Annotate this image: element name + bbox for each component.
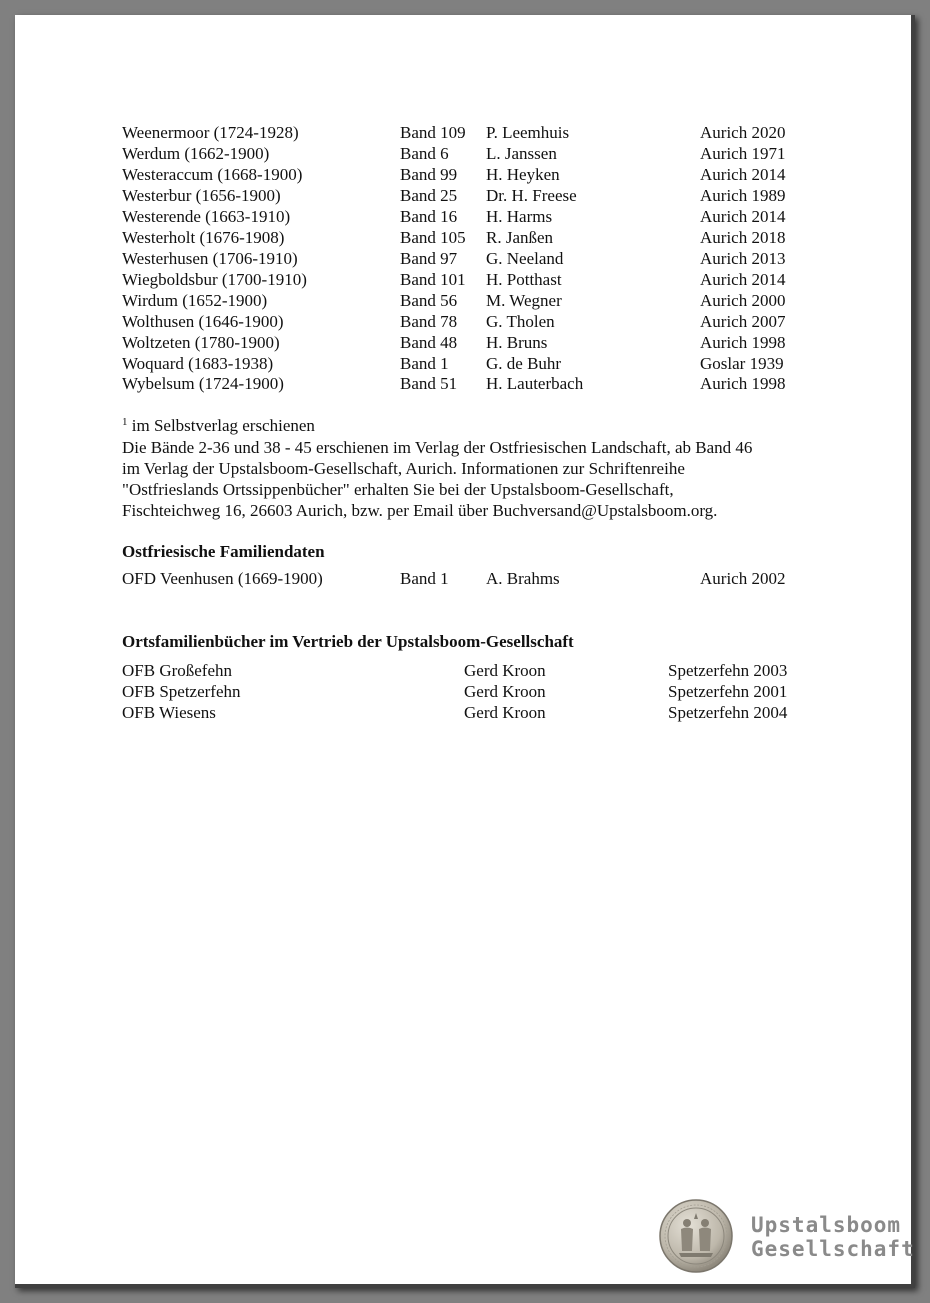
entry-band: Band 16 <box>400 207 458 226</box>
entry-band: Band 51 <box>400 374 458 393</box>
entry-place: Westerholt (1676-1908) <box>122 228 285 247</box>
entry-publication: Aurich 2020 <box>700 123 786 142</box>
publisher-note-line: im Verlag der Upstalsboom-Gesellschaft, Aurich. Informationen zur Schriftenreihe <box>122 459 685 478</box>
logo-wordmark <box>751 1213 915 1261</box>
ofb-entry <box>122 702 822 723</box>
list-item <box>122 227 822 248</box>
list-item <box>122 353 822 374</box>
ofb-heading: Ortsfamilienbücher im Vertrieb der Upstalsboom-Gesellschaft <box>122 632 574 651</box>
publisher-note <box>122 437 822 521</box>
entry-author: R. Janßen <box>486 228 554 247</box>
entry-band: Band 78 <box>400 312 458 331</box>
entry-place: Wirdum (1652-1900) <box>122 291 268 310</box>
entry-band: Band 99 <box>400 165 458 184</box>
logo-line: Upstalsboom <box>751 1213 902 1237</box>
entry-author: A. Brahms <box>486 569 560 588</box>
entry-publication: Aurich 1998 <box>700 333 786 352</box>
entry-place: Wybelsum (1724-1900) <box>122 374 284 393</box>
entry-place: OFB Großefehn <box>122 661 233 680</box>
entry-author: Dr. H. Freese <box>486 186 577 205</box>
entry-publication: Aurich 2007 <box>700 312 786 331</box>
publisher-note-line: Die Bände 2-36 und 38 - 45 erschienen im Verlag der Ostfriesischen Landschaft, ab Band 46 <box>122 438 753 457</box>
entry-publication: Spetzerfehn 2001 <box>668 682 788 701</box>
entry-place: Westerhusen (1706-1910) <box>122 249 298 268</box>
entry-author: H. Potthast <box>486 270 562 289</box>
list-item <box>122 290 822 311</box>
entry-band: Band 1 <box>400 569 449 588</box>
entry-author: L. Janssen <box>486 144 557 163</box>
footnote-marker: 1 <box>122 416 128 428</box>
entry-publication: Goslar 1939 <box>700 354 784 373</box>
seal-icon <box>659 1199 733 1273</box>
entry-publication: Aurich 2013 <box>700 249 786 268</box>
entry-publication: Aurich 1998 <box>700 374 786 393</box>
entry-author: Gerd Kroon <box>464 703 546 722</box>
list-item <box>122 164 822 185</box>
entry-place: Weenermoor (1724-1928) <box>122 123 299 142</box>
entry-publication: Spetzerfehn 2003 <box>668 661 788 680</box>
logo-line: Gesellschaft <box>751 1237 915 1261</box>
ofd-heading: Ostfriesische Familiendaten <box>122 542 325 561</box>
entry-publication: Aurich 2014 <box>700 270 786 289</box>
entry-place: Wiegboldsbur (1700-1910) <box>122 270 307 289</box>
publisher-note-line: Fischteichweg 16, 26603 Aurich, bzw. per Email über Buchversand@Upstalsboom.org. <box>122 501 718 520</box>
entry-place: OFB Wiesens <box>122 703 216 722</box>
entry-place: Westerende (1663-1910) <box>122 207 291 226</box>
entry-publication: Aurich 1971 <box>700 144 786 163</box>
entry-publication: Aurich 2002 <box>700 569 786 588</box>
upstalsboom-logo <box>659 1199 915 1273</box>
entry-author: Gerd Kroon <box>464 682 546 701</box>
list-item <box>122 373 822 394</box>
ofb-entry <box>122 660 822 681</box>
entry-band: Band 105 <box>400 228 466 247</box>
list-item <box>122 185 822 206</box>
entry-publication: Aurich 2014 <box>700 165 786 184</box>
list-item <box>122 332 822 353</box>
entry-band: Band 97 <box>400 249 458 268</box>
entry-place: OFD Veenhusen (1669-1900) <box>122 569 323 588</box>
entry-band: Band 1 <box>400 354 449 373</box>
entry-place: Westerbur (1656-1900) <box>122 186 281 205</box>
entry-publication: Aurich 2000 <box>700 291 786 310</box>
entry-band: Band 25 <box>400 186 458 205</box>
entry-author: G. Tholen <box>486 312 555 331</box>
ofb-entry <box>122 681 822 702</box>
list-item <box>122 269 822 290</box>
entry-place: Wolthusen (1646-1900) <box>122 312 284 331</box>
footnote-text: im Selbstverlag erschienen <box>127 416 315 435</box>
document-page <box>15 15 915 1288</box>
entry-publication: Aurich 2014 <box>700 207 786 226</box>
entry-band: Band 109 <box>400 123 466 142</box>
entry-band: Band 48 <box>400 333 458 352</box>
entry-band: Band 101 <box>400 270 466 289</box>
publisher-note-line: "Ostfrieslands Ortssippenbücher" erhalten Sie bei der Upstalsboom-Gesellschaft, <box>122 480 674 499</box>
list-item <box>122 206 822 227</box>
entry-author: M. Wegner <box>486 291 562 310</box>
entry-author: G. Neeland <box>486 249 564 268</box>
entry-place: Woquard (1683-1938) <box>122 354 274 373</box>
entry-author: H. Bruns <box>486 333 548 352</box>
list-item <box>122 143 822 164</box>
ofd-entry <box>122 568 822 589</box>
list-item <box>122 311 822 332</box>
entry-publication: Aurich 1989 <box>700 186 786 205</box>
list-item <box>122 248 822 269</box>
entry-publication: Spetzerfehn 2004 <box>668 703 788 722</box>
entry-author: G. de Buhr <box>486 354 562 373</box>
entry-place: Werdum (1662-1900) <box>122 144 270 163</box>
entry-author: H. Harms <box>486 207 553 226</box>
entry-author: Gerd Kroon <box>464 661 546 680</box>
entry-band: Band 56 <box>400 291 458 310</box>
entry-place: OFB Spetzerfehn <box>122 682 241 701</box>
footnote <box>122 415 822 521</box>
entry-band: Band 6 <box>400 144 449 163</box>
entry-place: Westeraccum (1668-1900) <box>122 165 303 184</box>
list-item <box>122 122 822 143</box>
entry-author: P. Leemhuis <box>486 123 570 142</box>
entry-author: H. Heyken <box>486 165 560 184</box>
entry-publication: Aurich 2018 <box>700 228 786 247</box>
entry-place: Woltzeten (1780-1900) <box>122 333 280 352</box>
entry-author: H. Lauterbach <box>486 374 584 393</box>
